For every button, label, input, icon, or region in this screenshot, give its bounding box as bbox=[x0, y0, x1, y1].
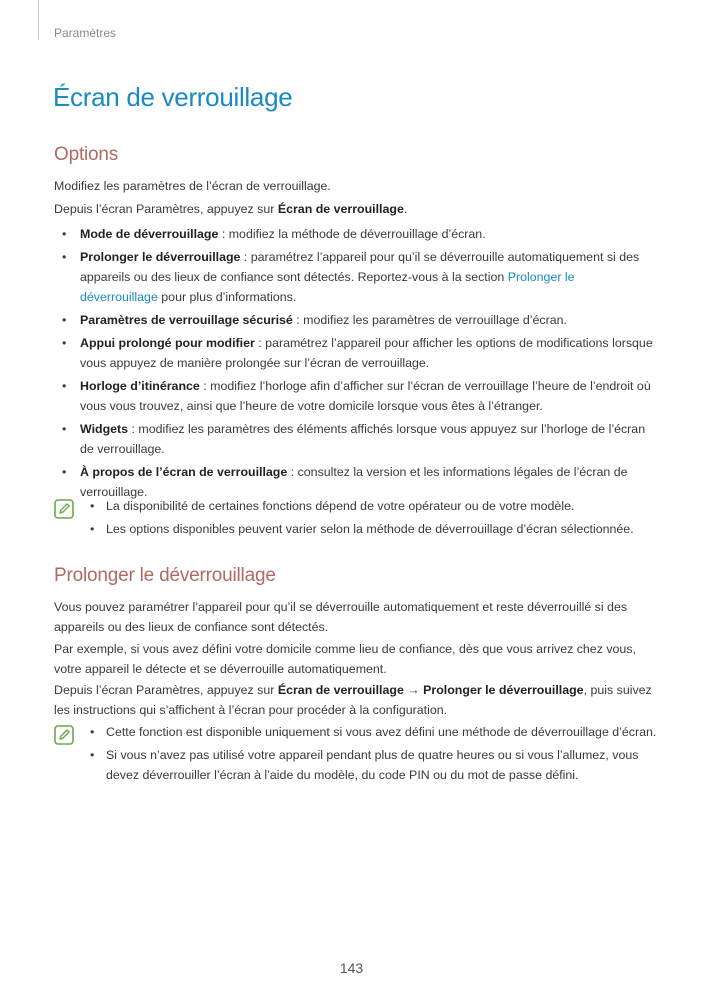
note-item: • Les options disponibles peuvent varier selon la méthode de déverrouillage d’écran sélectionnée. bbox=[80, 519, 660, 539]
list-item: • Prolonger le déverrouillage : paramétrez l’appareil pour qu’il se déverrouille automatiquement si des appareils ou des lieux de confiance sont détectés. Reportez-vous à la section Prolonger le déverrouillage pour plus d’informations. bbox=[54, 247, 654, 307]
options-notes bbox=[80, 496, 660, 542]
smartlock-p3: Depuis l’écran Paramètres, appuyez sur Écran de verrouillage → Prolonger le déverrouillage, puis suivez les instructions qui s’affichent à l’écran pour procéder à la configuration. bbox=[54, 683, 652, 717]
page-number: 143 bbox=[339, 960, 364, 976]
note-icon bbox=[54, 725, 74, 745]
options-intro: Modifiez les paramètres de l’écran de verrouillage. bbox=[54, 179, 331, 193]
list-item: • À propos de l’écran de verrouillage : consultez la version et les informations légales de l’écran de verrouillage. bbox=[54, 462, 654, 502]
smartlock-heading: Prolonger le déverrouillage bbox=[54, 565, 276, 586]
list-item: • Horloge d’itinérance : modifiez l’horloge afin d’afficher sur l’écran de verrouillage l’heure de l’endroit où vous vous trouvez, ainsi que l’heure de votre domicile lorsque vous êtes à l’étranger. bbox=[54, 376, 654, 416]
page-title: Écran de verrouillage bbox=[53, 82, 293, 112]
smartlock-p1: Vous pouvez paramétrer l’appareil pour qu’il se déverrouille automatiquement et reste déverrouillé si des appareils ou des lieux de confiance sont détectés. bbox=[54, 600, 628, 634]
options-list bbox=[54, 224, 654, 505]
list-item: • Appui prolongé pour modifier : paramétrez l’appareil pour afficher les options de modifications lorsque vous appuyez de manière prolongée sur l’écran de verrouillage. bbox=[54, 333, 654, 373]
smartlock-link[interactable]: Prolonger le déverrouillage bbox=[80, 270, 575, 304]
note-item: • La disponibilité de certaines fonctions dépend de votre opérateur ou de votre modèle. bbox=[80, 496, 660, 516]
smartlock-p2: Par exemple, si vous avez défini votre domicile comme lieu de confiance, dès que vous arrivez chez vous, votre appareil le détecte et se déverrouille automatiquement. bbox=[54, 642, 636, 676]
options-path: Depuis l’écran Paramètres, appuyez sur Écran de verrouillage. bbox=[54, 202, 408, 216]
note-icon bbox=[54, 499, 74, 519]
smartlock-notes bbox=[80, 722, 660, 788]
list-item: • Widgets : modifiez les paramètres des éléments affichés lorsque vous appuyez sur l’horloge de l’écran de verrouillage. bbox=[54, 419, 654, 459]
section-header: Paramètres bbox=[54, 26, 117, 40]
options-heading: Options bbox=[54, 144, 119, 165]
note-item: • Cette fonction est disponible uniquement si vous avez défini une méthode de déverrouillage d’écran. bbox=[80, 722, 660, 742]
list-item: • Paramètres de verrouillage sécurisé : modifiez les paramètres de verrouillage d’écran. bbox=[54, 310, 654, 330]
list-item: • Mode de déverrouillage : modifiez la méthode de déverrouillage d’écran. bbox=[54, 224, 654, 244]
header-rule bbox=[38, 0, 39, 40]
note-item: • Si vous n’avez pas utilisé votre appareil pendant plus de quatre heures ou si vous l’allumez, vous devez déverrouiller l’écran à l’aide du modèle, du code PIN ou du mot de passe défini. bbox=[80, 745, 660, 785]
